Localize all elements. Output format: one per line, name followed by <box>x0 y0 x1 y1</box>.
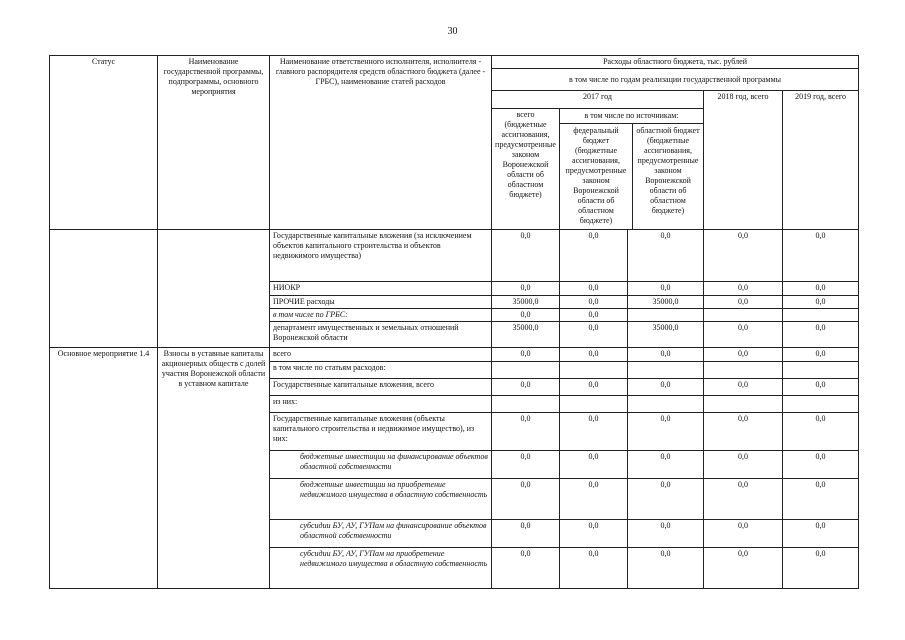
table-row: в том числе по ГРБС: 0,0 0,0 <box>50 309 859 322</box>
table-row: субсидии БУ, АУ, ГУПам на приобретение недвижимого имущества в областную собственность 0,0 0,0 0,0 0,0 0,0 <box>50 548 859 589</box>
table-row: в том числе по статьям расходов: <box>50 362 859 379</box>
header-year-2019: 2019 год, всего <box>783 91 859 230</box>
table-row: субсидии БУ, АУ, ГУПам на финансирование объектов областной собственности 0,0 0,0 0,0 0,0 0,0 <box>50 520 859 548</box>
header-year-2018: 2018 год, всего <box>704 91 783 230</box>
header-executor-name: Наименование ответственного исполнителя, исполнителя - главного распорядителя средств областного бюджета (далее - ГРБС), наименование статей расходов <box>270 56 492 230</box>
page-number: 30 <box>447 26 458 37</box>
header-regional: областной бюджет (бюджетные ассигнования, предусмотренные законом Воронежской области об областном бюджете) <box>636 126 700 215</box>
header-federal: федеральный бюджет (бюджетные ассигнования, предусмотренные законом Воронежской области об областном бюджете) <box>560 124 633 229</box>
table-row: бюджетные инвестиции на финансирование объектов областной собственности 0,0 0,0 0,0 0,0 0,0 <box>50 451 859 479</box>
section2-status: Основное мероприятие 1.4 <box>50 348 158 589</box>
header-program-name: Наименование государственной программы, подпрограммы, основного мероприятия <box>158 56 270 230</box>
header-expenses: Расходы областного бюджета, тыс. рублей <box>492 56 859 69</box>
budget-table <box>49 55 859 589</box>
table-row: Основное мероприятие 1.4 Взносы в уставные капиталы акционерных обществ с долей участия Воронежской области в уставном капитале всего 0,0 0,0 0,0 0,0 0,0 <box>50 348 859 362</box>
header-status: Статус <box>50 56 158 230</box>
header-by-sources: в том числе по источникам: <box>560 109 703 124</box>
header-by-years: в том числе по годам реализации государственной программы <box>492 69 859 91</box>
section2-name: Взносы в уставные капиталы акционерных обществ с долей участия Воронежской области в уставном капитале <box>158 348 270 589</box>
header-year-2017: 2017 год <box>492 91 704 109</box>
table-row: Государственные капитальные вложения (за исключением объектов капитального строительства и объектов недвижимого имущества) 0,0 0,0 0,0 0,0 0,0 <box>50 230 859 282</box>
table-row: ПРОЧИЕ расходы 35000,0 0,0 35000,0 0,0 0,0 <box>50 296 859 309</box>
table-row: НИОКР 0,0 0,0 0,0 0,0 0,0 <box>50 282 859 296</box>
table-row: Государственные капитальные вложения, всего 0,0 0,0 0,0 0,0 0,0 <box>50 379 859 396</box>
header-total-2017: всего (бюджетные ассигнования, предусмотренные законом Воронежской области об областном бюджете) <box>492 109 560 230</box>
table-row: департамент имущественных и земельных отношений Воронежской области 35000,0 0,0 35000,0 0,0 0,0 <box>50 322 859 348</box>
table-row: из них: <box>50 396 859 413</box>
table-row: бюджетные инвестиции на приобретение недвижимого имущества в областную собственность 0,0 0,0 0,0 0,0 0,0 <box>50 479 859 520</box>
table-row: Государственные капитальные вложения (объекты капитального строительства и недвижимое имущество), из них: 0,0 0,0 0,0 0,0 0,0 <box>50 413 859 451</box>
